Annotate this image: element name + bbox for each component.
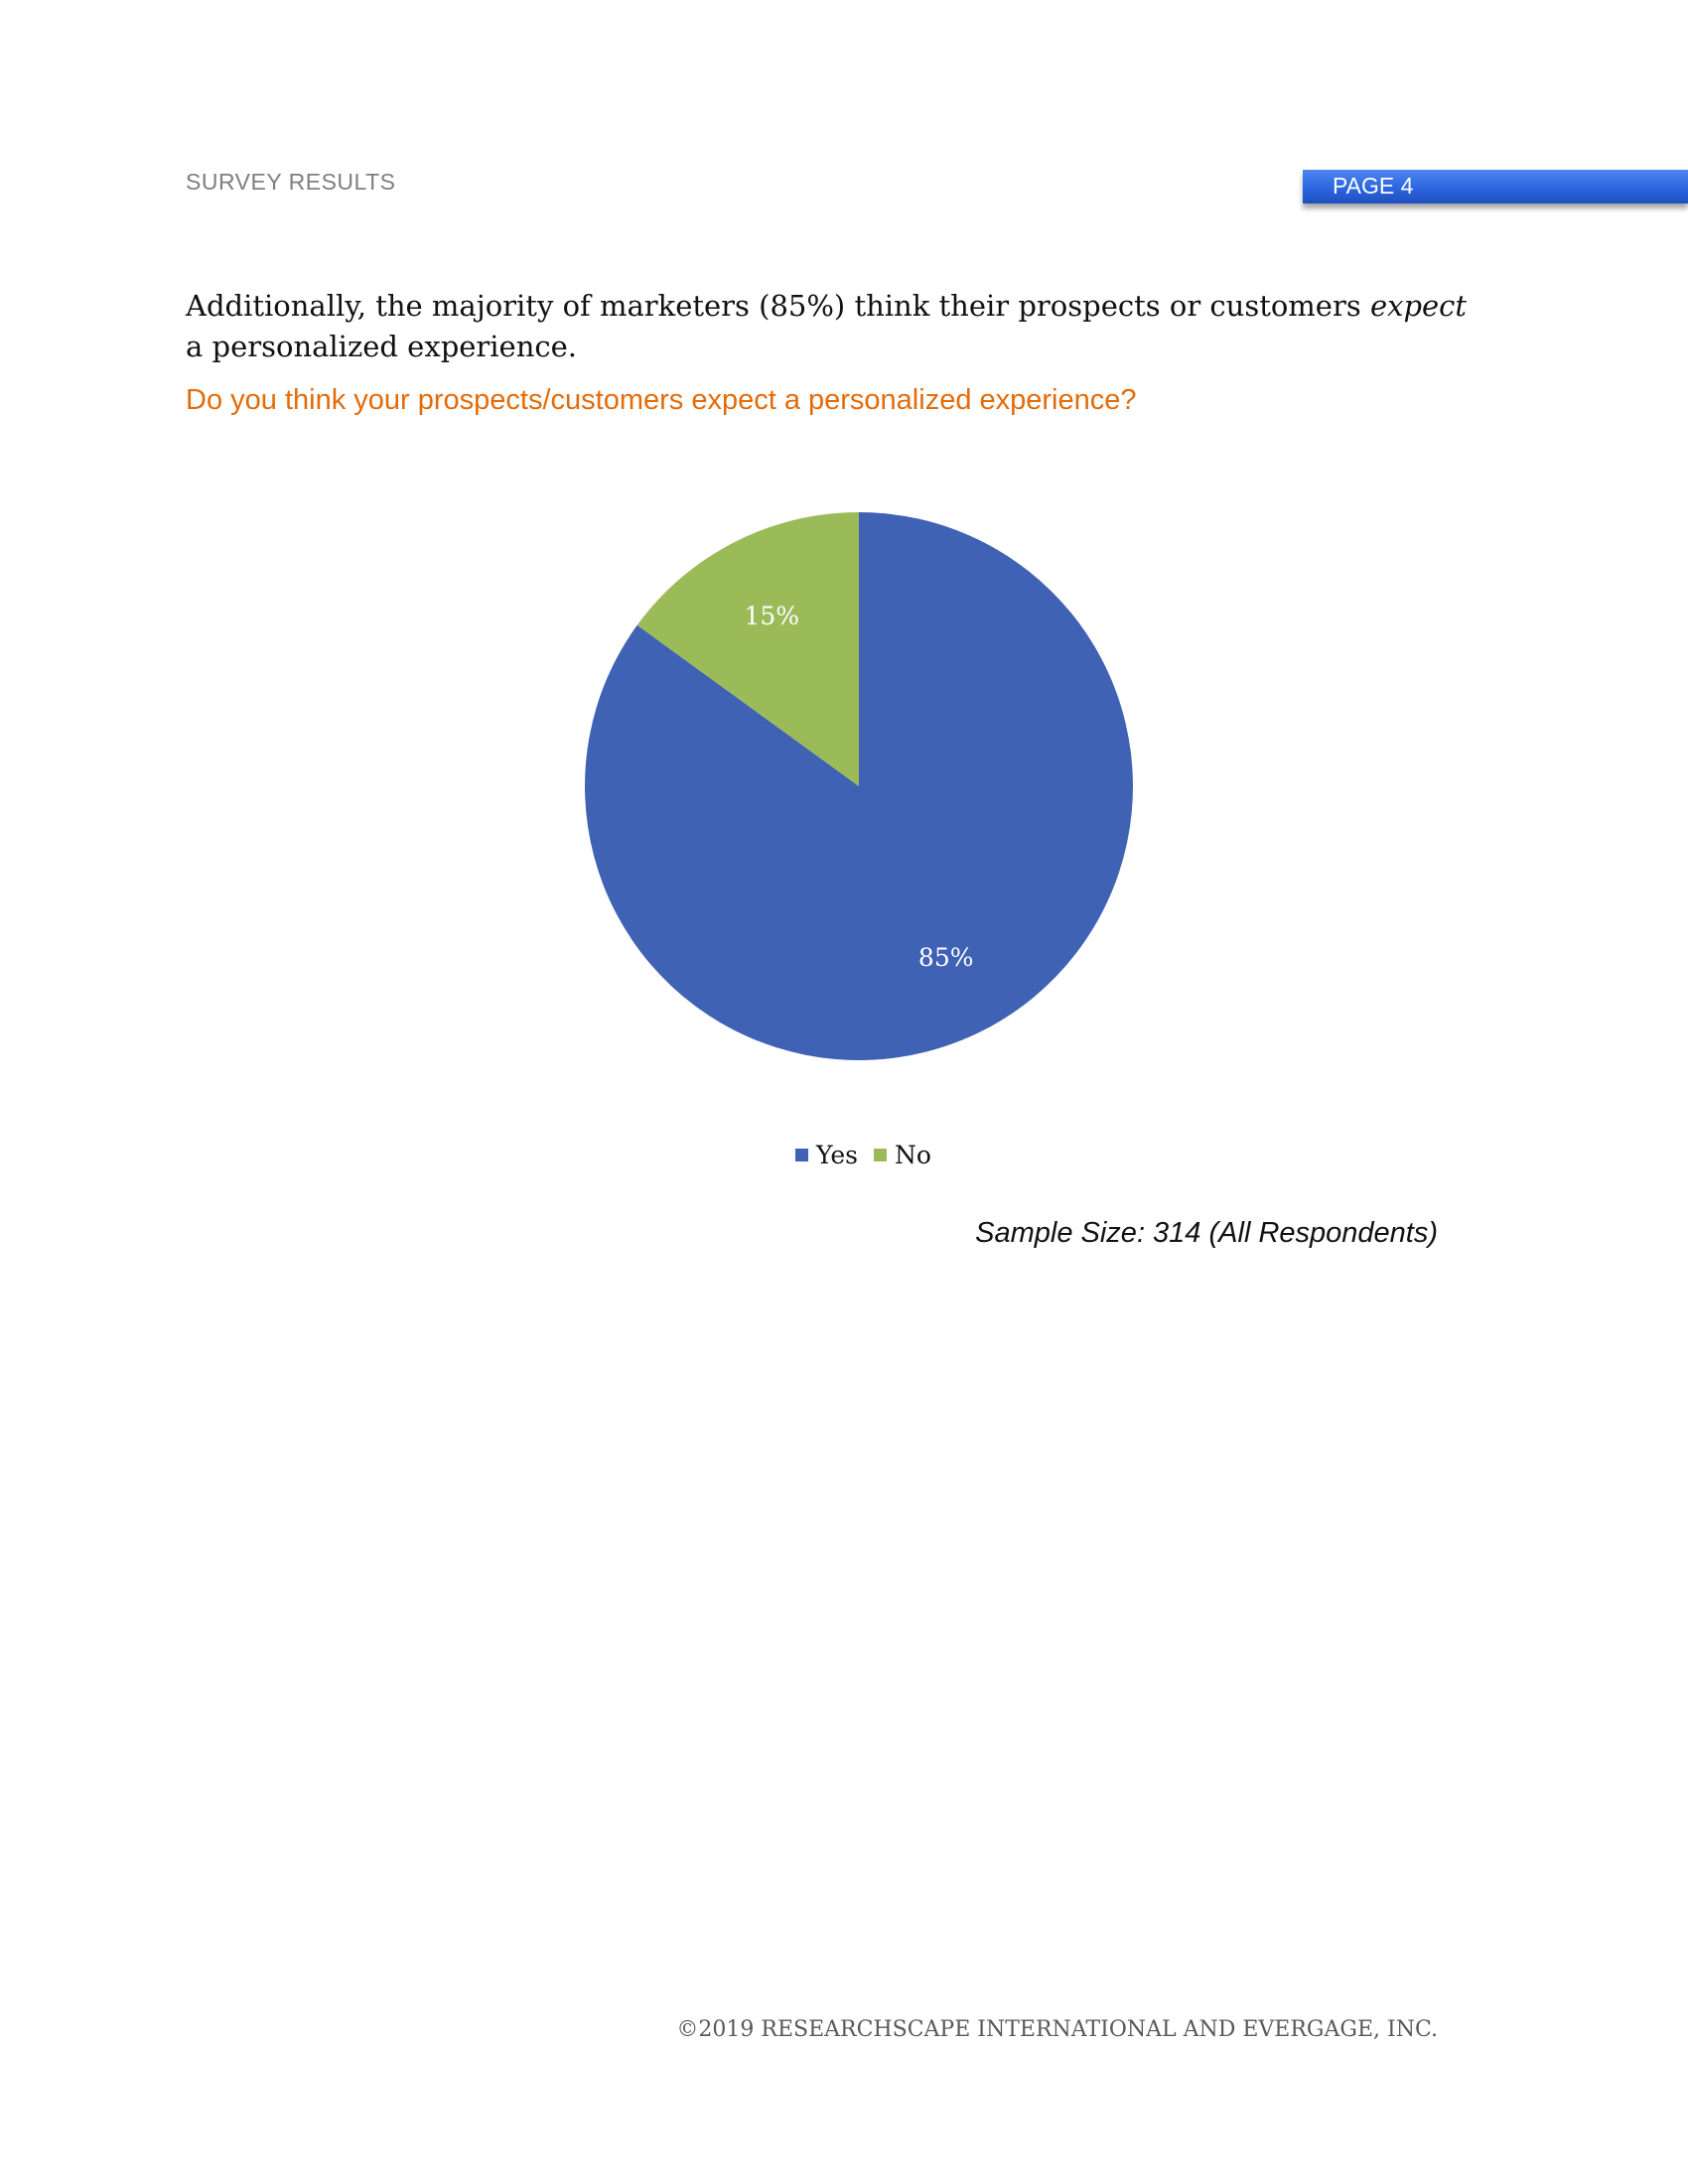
data-label-no: 15%: [744, 601, 800, 630]
pie-chart: [556, 496, 1162, 1092]
copyright-footer: ©2019 RESEARCHSCAPE INTERNATIONAL AND EVERGAGE, INC.: [676, 2017, 1438, 2042]
page-number-label: PAGE 4: [1333, 173, 1414, 199]
intro-paragraph: [186, 286, 1477, 367]
legend-swatch-no: [874, 1149, 887, 1161]
sample-size-note: Sample Size: 314 (All Respondents): [975, 1217, 1438, 1249]
legend-item-yes: [795, 1141, 858, 1169]
chart-legend: [795, 1141, 947, 1169]
legend-item-no: [874, 1141, 931, 1169]
survey-question: Do you think your prospects/customers expect a personalized experience?: [186, 384, 1137, 416]
page-number-tab: [1303, 170, 1688, 204]
intro-emphasis: expect: [1369, 289, 1468, 323]
intro-text-start: Additionally, the majority of marketers (85%) think their prospects or customers: [186, 289, 1370, 323]
section-label: SURVEY RESULTS: [186, 169, 396, 195]
legend-label-yes: Yes: [816, 1141, 858, 1169]
legend-label-no: No: [894, 1141, 931, 1169]
legend-swatch-yes: [795, 1149, 808, 1161]
intro-text-end: a personalized experience.: [186, 330, 578, 363]
data-label-yes: 85%: [917, 943, 974, 973]
